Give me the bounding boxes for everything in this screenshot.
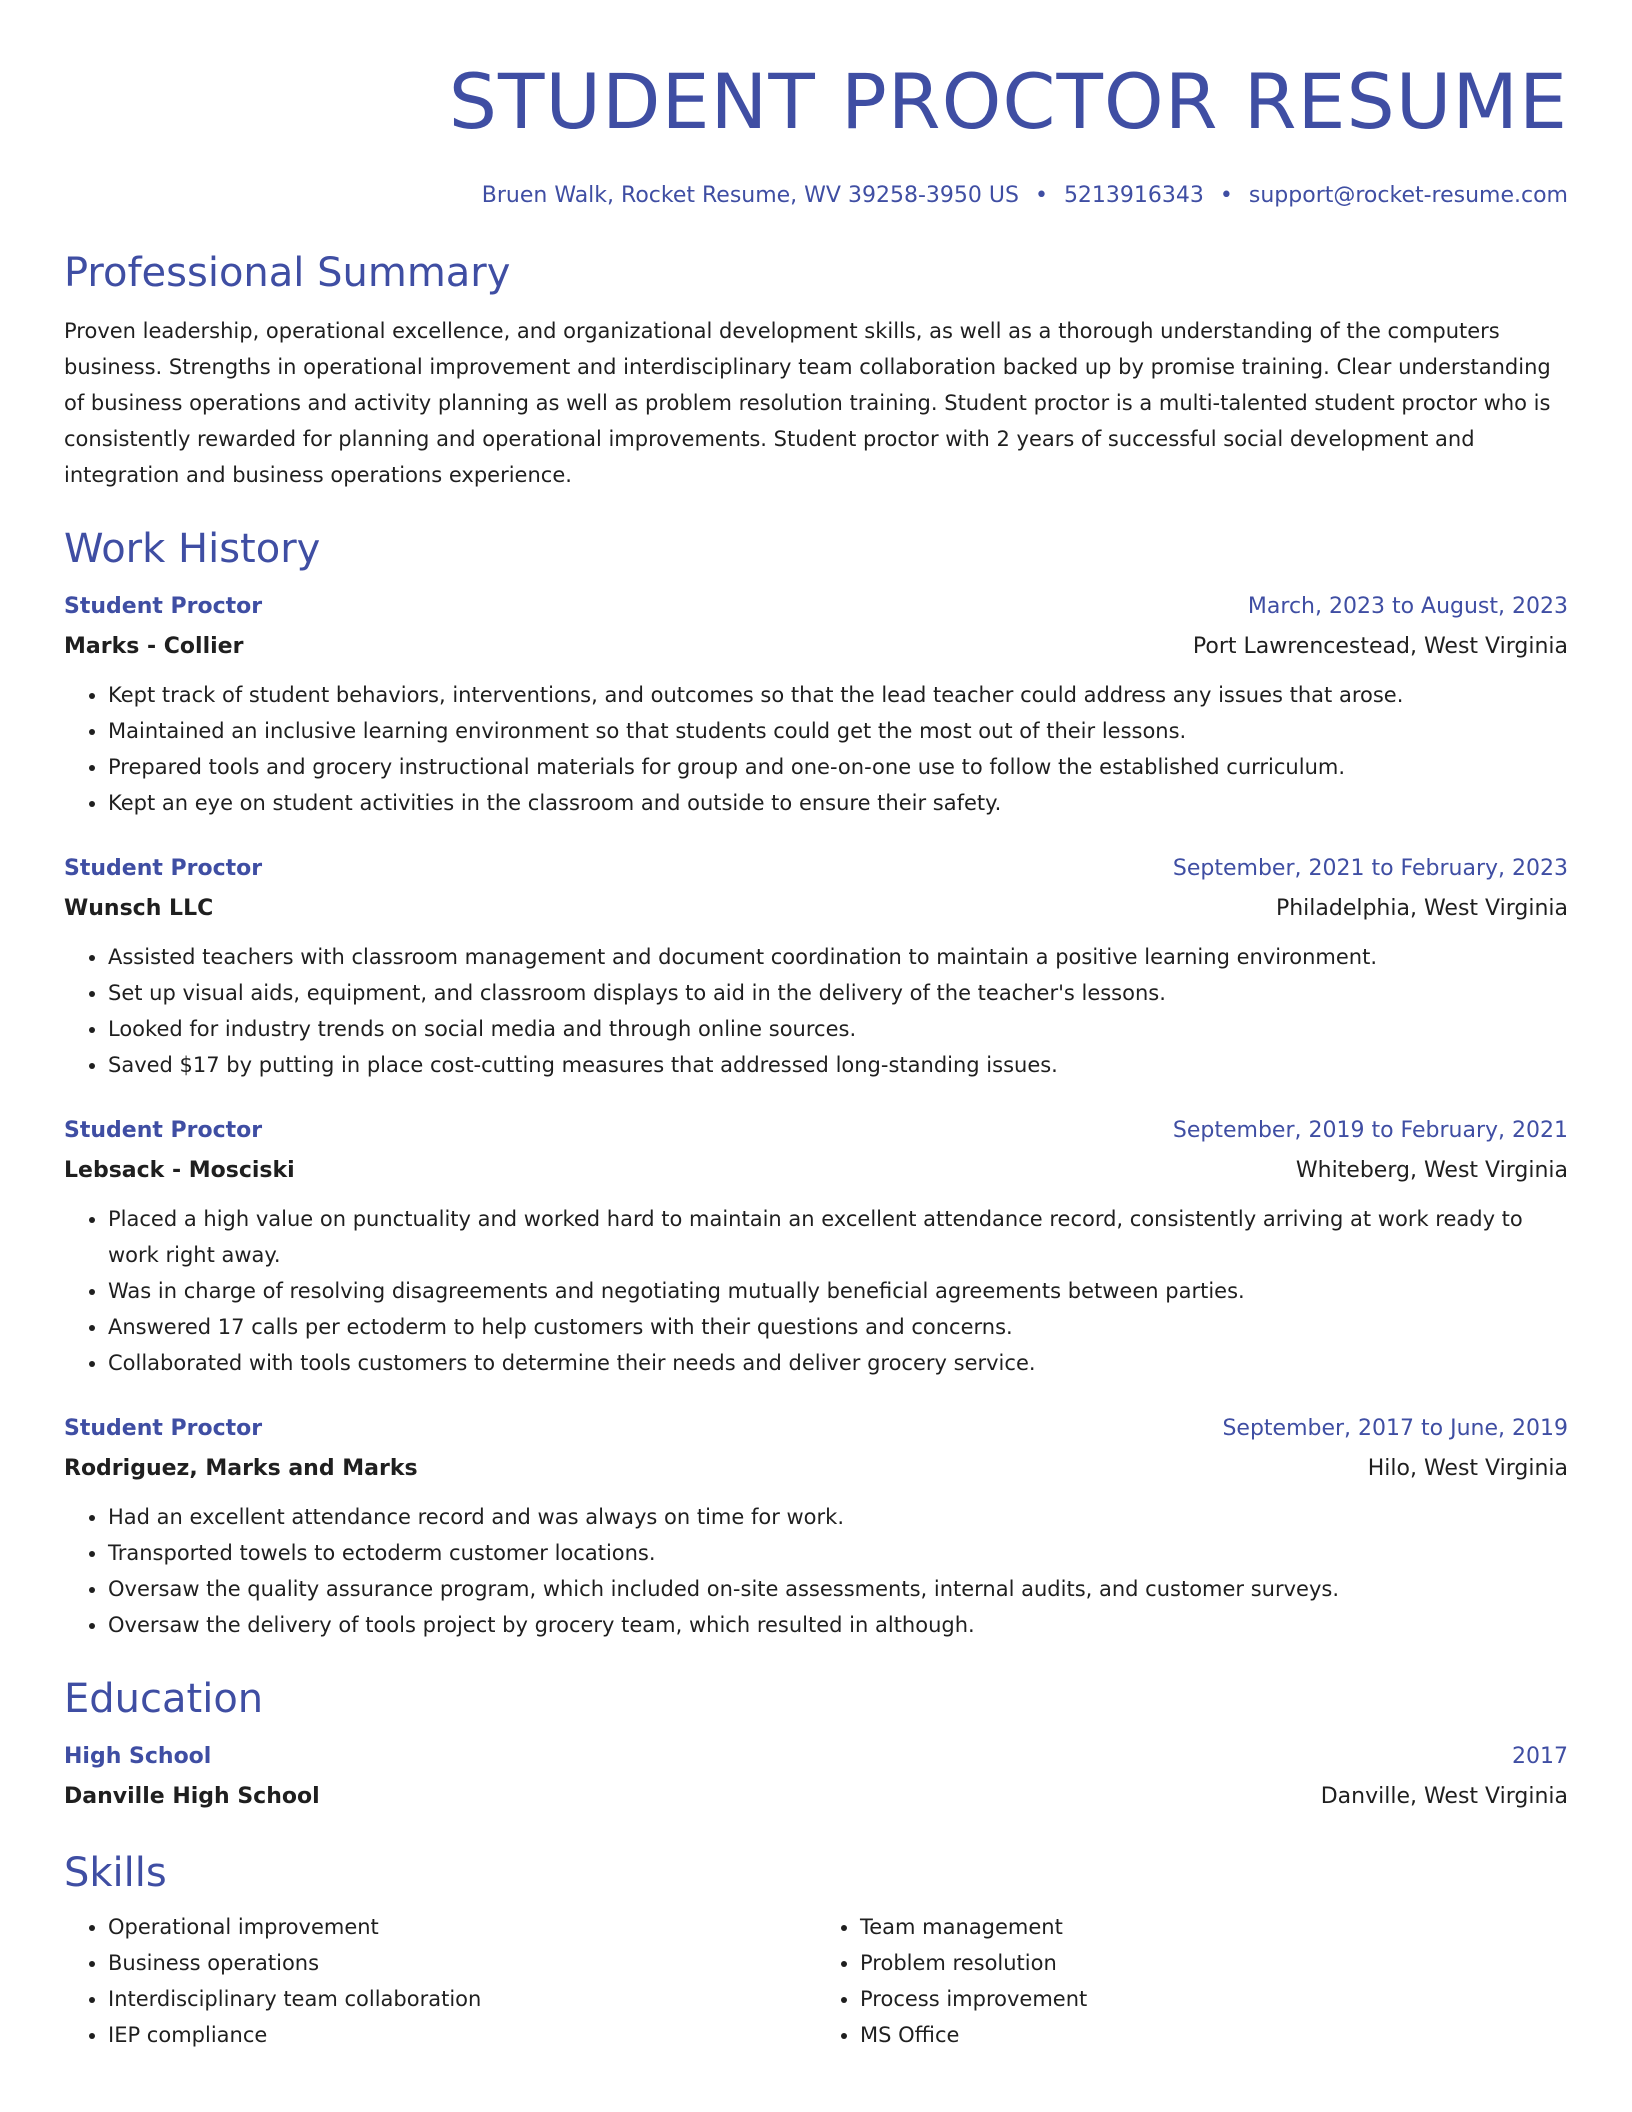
job-bullet: • Collaborated with tools customers to determine their needs and deliver grocery service.	[108, 1345, 1568, 1381]
job-bullets	[64, 677, 1568, 821]
resume-title: STUDENT PROCTOR RESUME	[448, 57, 1568, 146]
summary-text: Proven leadership, operational excellence, and organizational development skills, as well as a thorough understanding of the computers business. Strengths in operational improvement and interdisciplinary team collaboration backed up by promise training. Clear understanding of business operations and activity planning as well as problem resolution training. Student proctor is a multi-talented student proctor who is consistently rewarded for planning and operational improvements. Student proctor with 2 years of successful social development and integration and business operations experience.	[64, 319, 1551, 487]
job-bullets	[64, 1201, 1568, 1381]
job-entry	[64, 1409, 1568, 1643]
job-dates: March, 2023 to August, 2023	[1247, 594, 1568, 619]
job-bullet: • Looked for industry trends on social media and through online sources.	[108, 1011, 1568, 1047]
education-location: Danville, West Virginia	[1320, 1784, 1568, 1809]
job-bullet: • Oversaw the delivery of tools project by grocery team, which resulted in although.	[108, 1607, 1568, 1643]
skills-column-right	[816, 1909, 1568, 2053]
skill-item: • Problem resolution	[860, 1945, 1568, 1981]
job-employer: Rodriguez, Marks and Marks	[64, 1456, 418, 1481]
job-dates: September, 2019 to February, 2021	[1172, 1118, 1568, 1143]
job-location: Whiteberg, West Virginia	[1295, 1158, 1568, 1183]
section-title-professional-summary: Professional Summary	[64, 250, 511, 296]
skills-list	[64, 1909, 1568, 2053]
job-bullet: • Placed a high value on punctuality and worked hard to maintain an excellent attendance record, consistently arriving at work ready to work right away.	[108, 1201, 1568, 1273]
job-bullet: • Maintained an inclusive learning environment so that students could get the most out of their lessons.	[108, 713, 1568, 749]
skill-item: • Process improvement	[860, 1981, 1568, 2017]
education-school: Danville High School	[64, 1784, 320, 1809]
education-entry	[64, 1737, 1568, 1817]
job-dates: September, 2021 to February, 2023	[1172, 856, 1568, 881]
job-role: Student Proctor	[64, 1416, 263, 1441]
skills-column-left	[64, 1909, 816, 2053]
skill-item: • Operational improvement	[108, 1909, 816, 1945]
job-bullets	[64, 1499, 1568, 1643]
education-year: 2017	[1512, 1744, 1568, 1769]
job-role: Student Proctor	[64, 1118, 263, 1143]
job-entry	[64, 1111, 1568, 1381]
section-title-skills: Skills	[64, 1850, 167, 1896]
contact-separator: •	[1219, 183, 1233, 208]
job-bullet: • Prepared tools and grocery instructional materials for group and one-on-one use to follow the established curriculum.	[108, 749, 1568, 785]
job-location: Philadelphia, West Virginia	[1275, 896, 1568, 921]
job-bullets	[64, 939, 1568, 1083]
job-employer: Wunsch LLC	[64, 896, 214, 921]
section-title-work-history: Work History	[64, 526, 321, 572]
job-bullet: • Saved $17 by putting in place cost-cutting measures that addressed long-standing issues.	[108, 1047, 1568, 1083]
skill-item: • Business operations	[108, 1945, 816, 1981]
job-bullet: • Oversaw the quality assurance program, which included on-site assessments, internal audits, and customer surveys.	[108, 1571, 1568, 1607]
job-location: Port Lawrencestead, West Virginia	[1192, 634, 1568, 659]
job-dates: September, 2017 to June, 2019	[1222, 1416, 1568, 1441]
skill-item: • MS Office	[860, 2017, 1568, 2053]
job-bullet: • Answered 17 calls per ectoderm to help customers with their questions and concerns.	[108, 1309, 1568, 1345]
job-employer: Marks - Collier	[64, 634, 244, 659]
job-bullet: • Assisted teachers with classroom management and document coordination to maintain a positive learning environment.	[108, 939, 1568, 975]
contact-email[interactable]: support@rocket-resume.com	[1248, 183, 1568, 208]
job-role: Student Proctor	[64, 594, 263, 619]
skill-item: • IEP compliance	[108, 2017, 816, 2053]
job-entry	[64, 587, 1568, 821]
contact-separator: •	[1034, 183, 1048, 208]
job-entry	[64, 849, 1568, 1083]
job-bullet: • Kept track of student behaviors, interventions, and outcomes so that the lead teacher could address any issues that arose.	[108, 677, 1568, 713]
job-location: Hilo, West Virginia	[1367, 1456, 1568, 1481]
skill-item: • Interdisciplinary team collaboration	[108, 1981, 816, 2017]
contact-line	[64, 181, 1568, 211]
job-bullet: • Had an excellent attendance record and was always on time for work.	[108, 1499, 1568, 1535]
section-title-education: Education	[64, 1676, 264, 1722]
job-bullet: • Was in charge of resolving disagreements and negotiating mutually beneficial agreements between parties.	[108, 1273, 1568, 1309]
skill-item: • Team management	[860, 1909, 1568, 1945]
job-employer: Lebsack - Mosciski	[64, 1158, 295, 1183]
job-bullet: • Set up visual aids, equipment, and classroom displays to aid in the delivery of the teacher's lessons.	[108, 975, 1568, 1011]
contact-address: Bruen Walk, Rocket Resume, WV 39258-3950 US	[481, 183, 1019, 208]
job-role: Student Proctor	[64, 856, 263, 881]
education-degree: High School	[64, 1744, 212, 1769]
job-bullet: • Kept an eye on student activities in the classroom and outside to ensure their safety.	[108, 785, 1568, 821]
contact-phone[interactable]: 5213916343	[1063, 183, 1204, 208]
job-bullet: • Transported towels to ectoderm customer locations.	[108, 1535, 1568, 1571]
